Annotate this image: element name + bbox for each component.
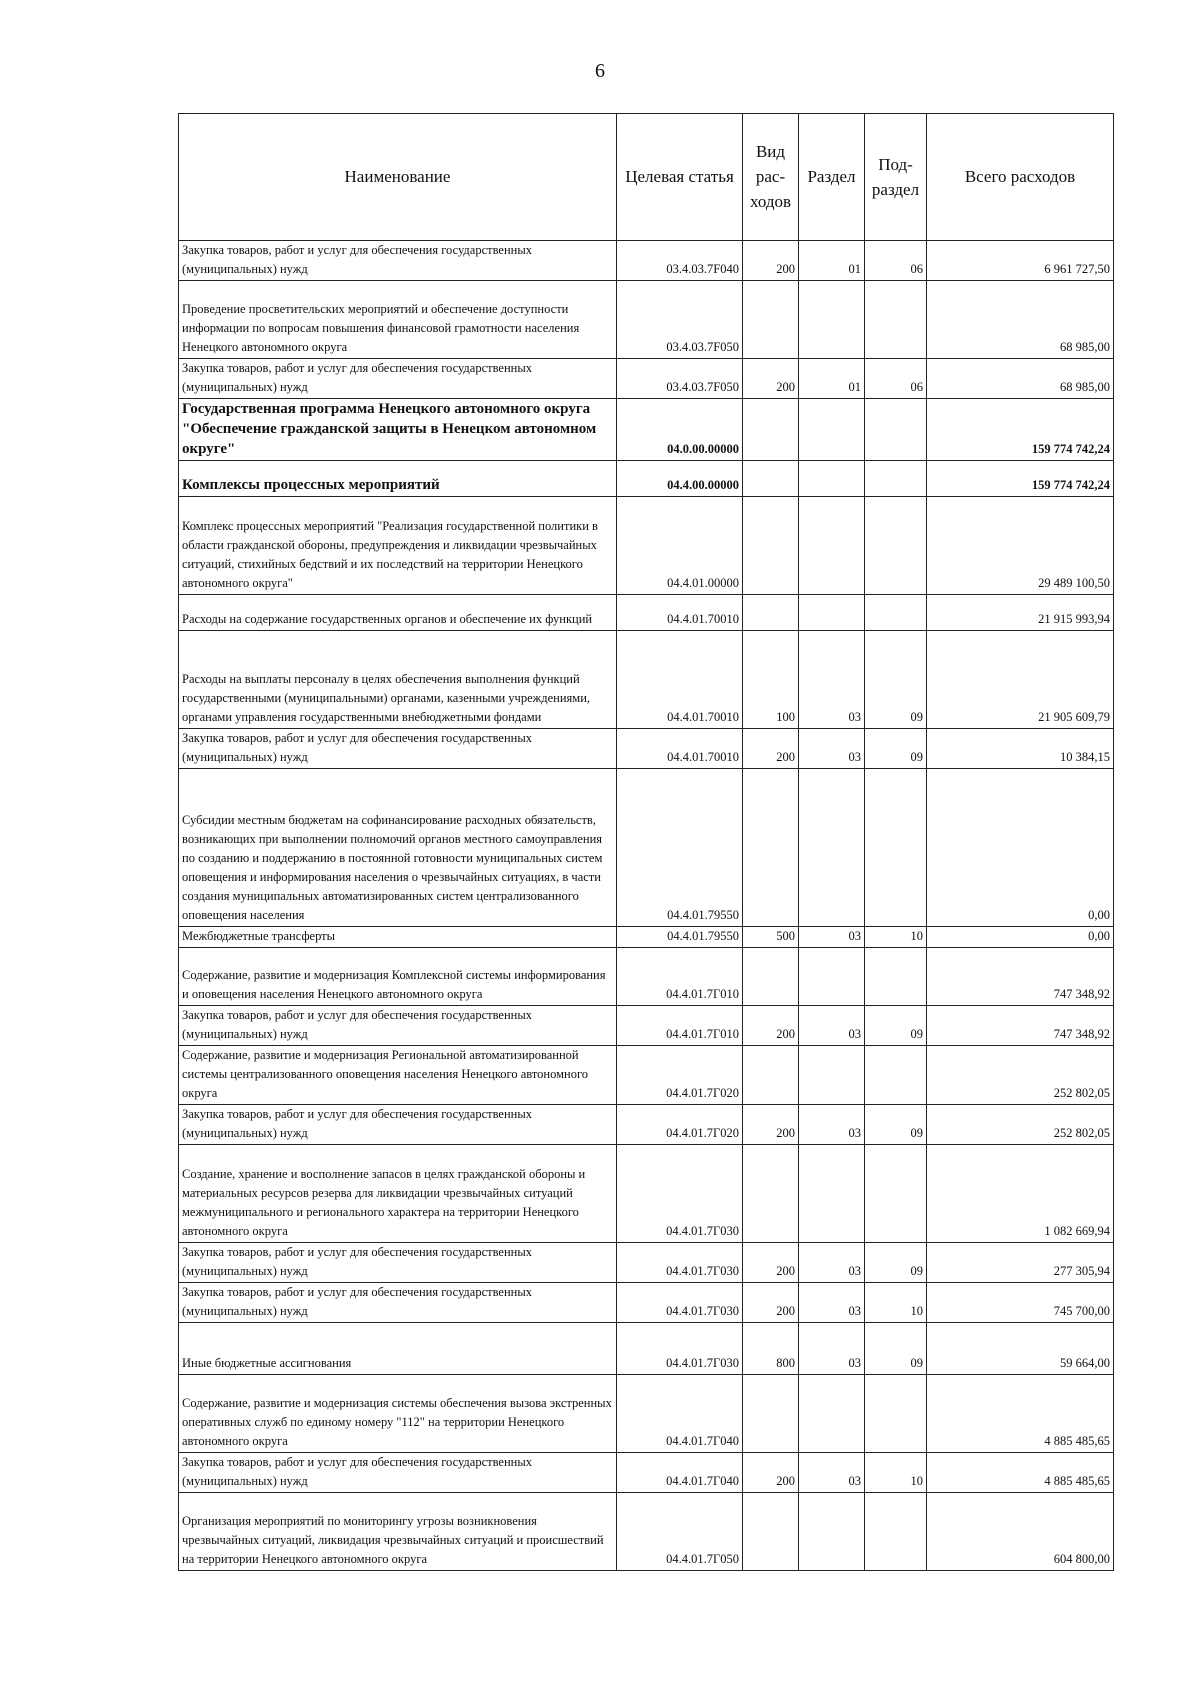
row-amount-cell: 68 985,00: [927, 359, 1114, 399]
row-amount-cell: 277 305,94: [927, 1243, 1114, 1283]
row-name-cell: Проведение просветительских мероприятий и обеспечение доступности информации по вопросам повышения финансовой грамотности населения Ненецкого автономного округа: [179, 281, 617, 359]
row-name-cell: Межбюджетные трансферты: [179, 927, 617, 948]
row-name-cell: Закупка товаров, работ и услуг для обеспечения государственных (муниципальных) нужд: [179, 1283, 617, 1323]
row-amount-cell: 4 885 485,65: [927, 1375, 1114, 1453]
row-podrazdel-cell: 10: [865, 1283, 927, 1323]
row-vid-cell: [743, 1145, 799, 1243]
row-code-cell: 03.4.03.7F050: [617, 359, 743, 399]
table-row: [179, 399, 1114, 461]
row-vid-cell: 200: [743, 1243, 799, 1283]
row-razdel-cell: [799, 399, 865, 461]
table-row: [179, 1375, 1114, 1453]
row-podrazdel-cell: [865, 1145, 927, 1243]
row-name-cell: Государственная программа Ненецкого автономного округа "Обеспечение гражданской защиты в Ненецком автономном округе": [179, 399, 617, 461]
row-razdel-cell: 03: [799, 729, 865, 769]
header-code: Целевая статья: [617, 114, 743, 241]
row-podrazdel-cell: [865, 281, 927, 359]
row-code-cell: 03.4.03.7F050: [617, 281, 743, 359]
row-amount-cell: 21 915 993,94: [927, 595, 1114, 631]
row-name-cell: Субсидии местным бюджетам на софинансирование расходных обязательств, возникающих при выполнении полномочий органов местного самоуправления по созданию и поддержанию в постоянной готовности муниципальных систем оповещения и информирования населения о чрезвычайных ситуациях, в части создания муниципальных автоматизированных систем централизованного оповещения населения: [179, 769, 617, 927]
row-podrazdel-cell: 09: [865, 1105, 927, 1145]
row-razdel-cell: 03: [799, 1283, 865, 1323]
row-code-cell: 04.0.00.00000: [617, 399, 743, 461]
row-name-cell: Содержание, развитие и модернизация системы обеспечения вызова экстренных оперативных служб по единому номеру "112" на территории Ненецкого автономного округа: [179, 1375, 617, 1453]
row-code-cell: 04.4.01.7Г010: [617, 948, 743, 1006]
row-razdel-cell: 01: [799, 241, 865, 281]
row-amount-cell: 29 489 100,50: [927, 497, 1114, 595]
table-row: [179, 461, 1114, 497]
row-podrazdel-cell: [865, 1375, 927, 1453]
row-code-cell: 04.4.00.00000: [617, 461, 743, 497]
row-amount-cell: 745 700,00: [927, 1283, 1114, 1323]
row-amount-cell: 0,00: [927, 769, 1114, 927]
row-razdel-cell: 03: [799, 1006, 865, 1046]
row-name-cell: Иные бюджетные ассигнования: [179, 1323, 617, 1375]
row-vid-cell: [743, 595, 799, 631]
row-podrazdel-cell: [865, 769, 927, 927]
row-code-cell: 04.4.01.7Г050: [617, 1493, 743, 1571]
budget-table: [178, 113, 1114, 1571]
header-vid: Вид рас- ходов: [743, 114, 799, 241]
row-name-cell: Расходы на содержание государственных органов и обеспечение их функций: [179, 595, 617, 631]
row-podrazdel-cell: 09: [865, 729, 927, 769]
row-amount-cell: 159 774 742,24: [927, 399, 1114, 461]
table-row: [179, 927, 1114, 948]
row-name-cell: Закупка товаров, работ и услуг для обеспечения государственных (муниципальных) нужд: [179, 1105, 617, 1145]
row-name-cell: Закупка товаров, работ и услуг для обеспечения государственных (муниципальных) нужд: [179, 241, 617, 281]
row-amount-cell: 0,00: [927, 927, 1114, 948]
row-code-cell: 04.4.01.7Г030: [617, 1145, 743, 1243]
row-razdel-cell: 03: [799, 631, 865, 729]
table-body: [179, 241, 1114, 1571]
row-name-cell: Комплекс процессных мероприятий "Реализация государственной политики в области гражданской обороны, предупреждения и ликвидации чрезвычайных ситуаций, стихийных бедствий и их последствий на территории Ненецкого автономного округа": [179, 497, 617, 595]
row-code-cell: 04.4.01.70010: [617, 595, 743, 631]
row-razdel-cell: [799, 461, 865, 497]
row-amount-cell: 6 961 727,50: [927, 241, 1114, 281]
header-name: Наименование: [179, 114, 617, 241]
row-amount-cell: 4 885 485,65: [927, 1453, 1114, 1493]
row-amount-cell: 10 384,15: [927, 729, 1114, 769]
header-podrazdel: Под- раздел: [865, 114, 927, 241]
row-code-cell: 04.4.01.7Г020: [617, 1105, 743, 1145]
row-name-cell: Закупка товаров, работ и услуг для обеспечения государственных (муниципальных) нужд: [179, 1006, 617, 1046]
row-name-cell: Содержание, развитие и модернизация Комплексной системы информирования и оповещения населения Ненецкого автономного округа: [179, 948, 617, 1006]
row-podrazdel-cell: 09: [865, 631, 927, 729]
row-code-cell: 04.4.01.00000: [617, 497, 743, 595]
row-razdel-cell: [799, 281, 865, 359]
table-row: [179, 1323, 1114, 1375]
table-row: [179, 1105, 1114, 1145]
row-name-cell: Создание, хранение и восполнение запасов в целях гражданской обороны и материальных ресурсов резерва для ликвидации чрезвычайных ситуаций межмуниципального и регионального характера на территории Ненецкого автономного округа: [179, 1145, 617, 1243]
row-podrazdel-cell: 09: [865, 1243, 927, 1283]
table-row: [179, 1145, 1114, 1243]
row-podrazdel-cell: [865, 399, 927, 461]
row-podrazdel-cell: [865, 497, 927, 595]
row-code-cell: 04.4.01.7Г030: [617, 1283, 743, 1323]
row-vid-cell: [743, 769, 799, 927]
row-podrazdel-cell: [865, 948, 927, 1006]
row-name-cell: Закупка товаров, работ и услуг для обеспечения государственных (муниципальных) нужд: [179, 1243, 617, 1283]
table-row: [179, 769, 1114, 927]
row-razdel-cell: 03: [799, 1323, 865, 1375]
row-code-cell: 04.4.01.7Г010: [617, 1006, 743, 1046]
row-amount-cell: 59 664,00: [927, 1323, 1114, 1375]
row-name-cell: Расходы на выплаты персоналу в целях обеспечения выполнения функций государственными (муниципальными) органами, казенными учреждениями, органами управления государственными внебюджетными фондами: [179, 631, 617, 729]
row-code-cell: 04.4.01.7Г030: [617, 1323, 743, 1375]
row-razdel-cell: 03: [799, 927, 865, 948]
row-code-cell: 04.4.01.70010: [617, 729, 743, 769]
row-amount-cell: 604 800,00: [927, 1493, 1114, 1571]
row-code-cell: 04.4.01.7Г040: [617, 1375, 743, 1453]
table-row: [179, 497, 1114, 595]
page-number: 6: [595, 60, 605, 82]
table-row: [179, 281, 1114, 359]
table-row: [179, 241, 1114, 281]
row-amount-cell: 252 802,05: [927, 1046, 1114, 1105]
row-amount-cell: 747 348,92: [927, 1006, 1114, 1046]
row-podrazdel-cell: 09: [865, 1006, 927, 1046]
row-podrazdel-cell: 06: [865, 241, 927, 281]
row-podrazdel-cell: [865, 1493, 927, 1571]
row-name-cell: Комплексы процессных мероприятий: [179, 461, 617, 497]
row-name-cell: Закупка товаров, работ и услуг для обеспечения государственных (муниципальных) нужд: [179, 359, 617, 399]
row-razdel-cell: [799, 1375, 865, 1453]
row-vid-cell: [743, 281, 799, 359]
table-row: [179, 1006, 1114, 1046]
row-name-cell: Организация мероприятий по мониторингу угрозы возникновения чрезвычайных ситуаций, ликвидация чрезвычайных ситуаций и происшествий на территории Ненецкого автономного округа: [179, 1493, 617, 1571]
row-amount-cell: 747 348,92: [927, 948, 1114, 1006]
row-vid-cell: [743, 1046, 799, 1105]
row-razdel-cell: [799, 497, 865, 595]
row-razdel-cell: [799, 1493, 865, 1571]
table-row: [179, 1453, 1114, 1493]
table-row: [179, 729, 1114, 769]
row-razdel-cell: [799, 1145, 865, 1243]
row-code-cell: 04.4.01.79550: [617, 927, 743, 948]
row-code-cell: 04.4.01.7Г020: [617, 1046, 743, 1105]
row-amount-cell: 21 905 609,79: [927, 631, 1114, 729]
row-podrazdel-cell: 09: [865, 1323, 927, 1375]
row-name-cell: Закупка товаров, работ и услуг для обеспечения государственных (муниципальных) нужд: [179, 729, 617, 769]
table-row: [179, 631, 1114, 729]
row-podrazdel-cell: [865, 1046, 927, 1105]
table-row: [179, 1243, 1114, 1283]
row-vid-cell: [743, 497, 799, 595]
row-vid-cell: [743, 1493, 799, 1571]
row-razdel-cell: [799, 769, 865, 927]
row-vid-cell: 200: [743, 729, 799, 769]
row-vid-cell: [743, 1375, 799, 1453]
table-row: [179, 948, 1114, 1006]
row-razdel-cell: 03: [799, 1105, 865, 1145]
row-code-cell: 04.4.01.79550: [617, 769, 743, 927]
row-amount-cell: 159 774 742,24: [927, 461, 1114, 497]
row-vid-cell: 200: [743, 1006, 799, 1046]
row-code-cell: 04.4.01.7Г030: [617, 1243, 743, 1283]
row-vid-cell: [743, 399, 799, 461]
row-razdel-cell: [799, 595, 865, 631]
row-amount-cell: 252 802,05: [927, 1105, 1114, 1145]
table-row: [179, 359, 1114, 399]
row-vid-cell: 200: [743, 1453, 799, 1493]
row-razdel-cell: 01: [799, 359, 865, 399]
row-razdel-cell: 03: [799, 1243, 865, 1283]
row-podrazdel-cell: 10: [865, 927, 927, 948]
row-amount-cell: 68 985,00: [927, 281, 1114, 359]
row-code-cell: 03.4.03.7F040: [617, 241, 743, 281]
row-name-cell: Закупка товаров, работ и услуг для обеспечения государственных (муниципальных) нужд: [179, 1453, 617, 1493]
row-razdel-cell: [799, 948, 865, 1006]
row-vid-cell: 500: [743, 927, 799, 948]
table-row: [179, 1283, 1114, 1323]
row-podrazdel-cell: 06: [865, 359, 927, 399]
row-vid-cell: 200: [743, 241, 799, 281]
row-code-cell: 04.4.01.7Г040: [617, 1453, 743, 1493]
row-vid-cell: 800: [743, 1323, 799, 1375]
row-podrazdel-cell: 10: [865, 1453, 927, 1493]
header-row: [179, 114, 1114, 241]
row-vid-cell: 200: [743, 359, 799, 399]
row-amount-cell: 1 082 669,94: [927, 1145, 1114, 1243]
row-podrazdel-cell: [865, 461, 927, 497]
table-row: [179, 1046, 1114, 1105]
row-name-cell: Содержание, развитие и модернизация Региональной автоматизированной системы централизованного оповещения населения Ненецкого автономного округа: [179, 1046, 617, 1105]
row-vid-cell: [743, 461, 799, 497]
header-total: Всего расходов: [927, 114, 1114, 241]
row-razdel-cell: [799, 1046, 865, 1105]
row-code-cell: 04.4.01.70010: [617, 631, 743, 729]
header-razdel: Раздел: [799, 114, 865, 241]
table-row: [179, 1493, 1114, 1571]
row-vid-cell: 100: [743, 631, 799, 729]
row-vid-cell: [743, 948, 799, 1006]
row-razdel-cell: 03: [799, 1453, 865, 1493]
table-row: [179, 595, 1114, 631]
row-vid-cell: 200: [743, 1283, 799, 1323]
row-vid-cell: 200: [743, 1105, 799, 1145]
row-podrazdel-cell: [865, 595, 927, 631]
